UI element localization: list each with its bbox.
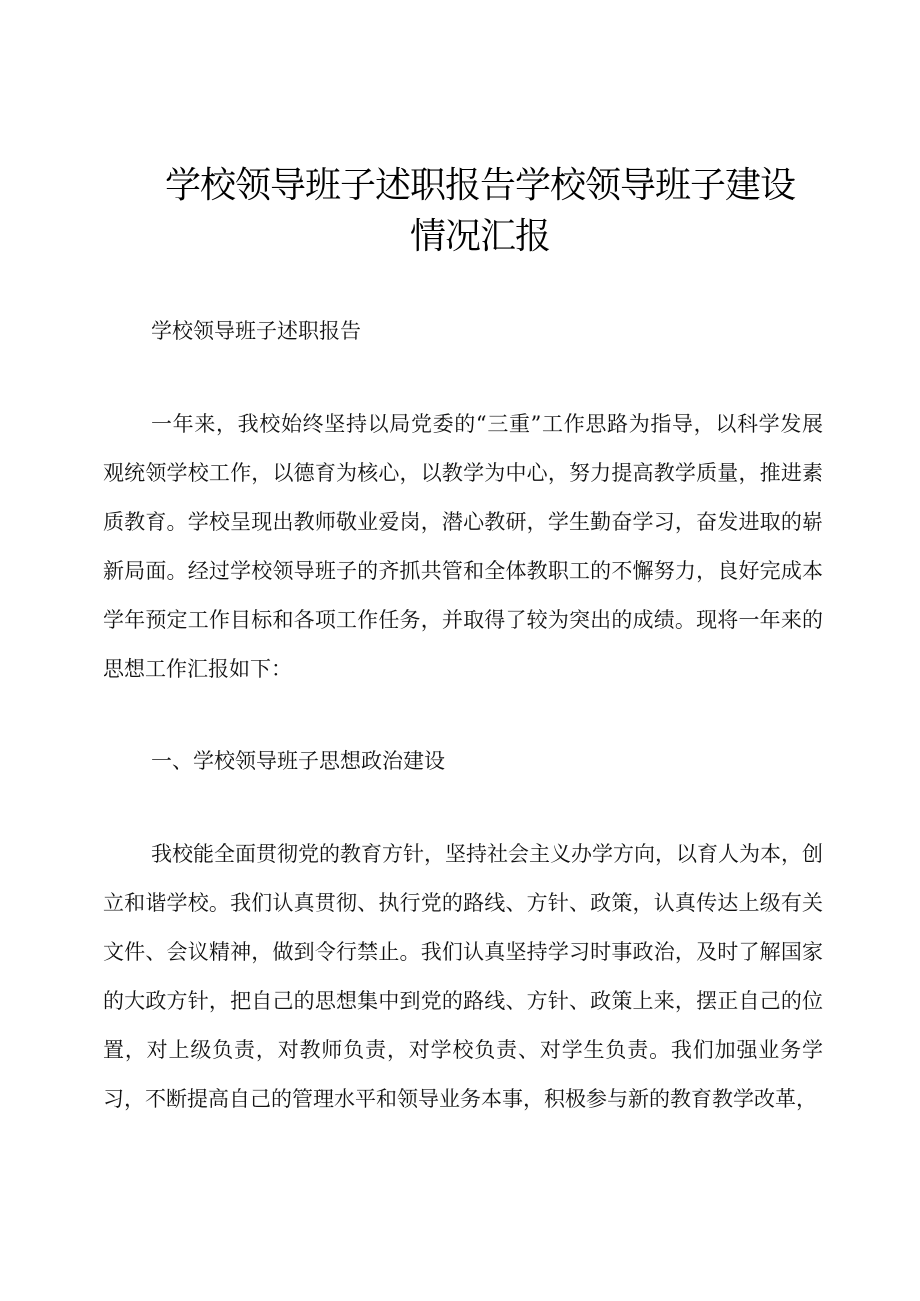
document-title: 学校领导班子述职报告学校领导班子建设情况汇报: [164, 165, 795, 257]
section-heading-1: 一、学校领导班子思想政治建设: [151, 749, 445, 773]
document-subtitle: 学校领导班子述职报告: [151, 319, 361, 343]
body-paragraph-1: 一年来，我校始终坚持以局党委的“三重”工作思路为指导，以科学发展观统领学校工作，以德育为核心，以教学为中心，努力提高教学质量，推进素质教育。学校呈现出教师敬业爱岗，潜心教研，学生勤奋学习，奋发进取的崭新局面。经过学校领导班子的齐抓共管和全体教职工的不懈努力，良好完成本学年预定工作目标和各项工作任务，并取得了较为突出的成绩。现将一年来的思想工作汇报如下：: [103, 412, 823, 681]
body-paragraph-2: 我校能全面贯彻党的教育方针，坚持社会主义办学方向，以育人为本，创立和谐学校。我们认真贯彻、执行党的路线、方针、政策，认真传达上级有关文件、会议精神，做到令行禁止。我们认真坚持学习时事政治，及时了解国家的大政方针，把自己的思想集中到党的路线、方针、政策上来，摆正自己的位置，对上级负责，对教师负责，对学校负责、对学生负责。我们加强业务学习，不断提高自己的管理水平和领导业务本事，积极参与新的教育教学改革，: [103, 842, 823, 1111]
